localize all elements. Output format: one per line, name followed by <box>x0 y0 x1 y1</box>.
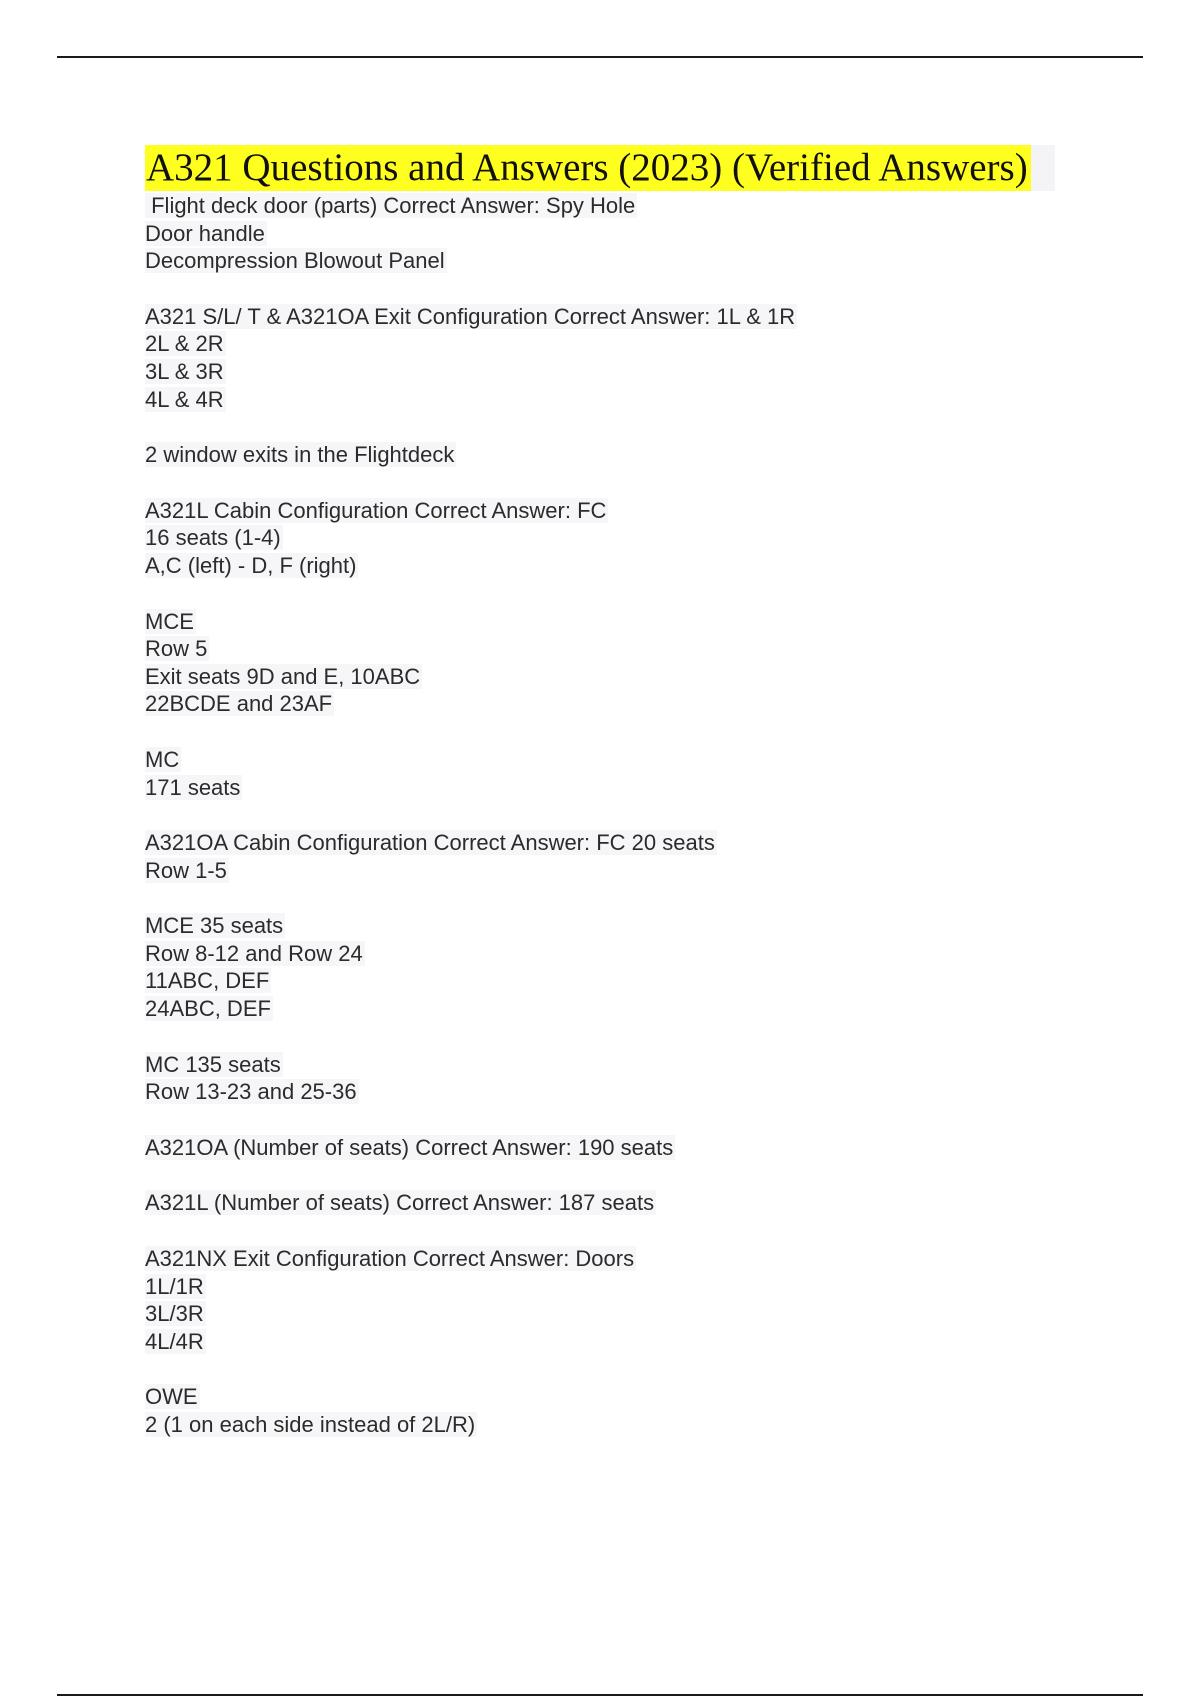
text-line: 11ABC, DEF <box>145 968 270 994</box>
text-line: 2L & 2R <box>145 331 224 357</box>
text-line: 4L/4R <box>145 1328 204 1354</box>
text-line: 16 seats (1-4) <box>145 525 281 551</box>
text-line: Decompression Blowout Panel <box>145 248 445 274</box>
text-line: A,C (left) - D, F (right) <box>145 552 357 578</box>
text-line: 171 seats <box>145 774 241 800</box>
qa-mc-135 <box>145 1051 1145 1106</box>
text-line: Row 8-12 and Row 24 <box>145 940 363 966</box>
text-line: A321L (Number of seats) Correct Answer: 187 seats <box>145 1190 655 1216</box>
text-line: A321L Cabin Configuration Correct Answer: FC <box>145 497 607 523</box>
text-line: MC <box>145 746 180 772</box>
text-line: Row 1-5 <box>145 857 227 883</box>
header-rule <box>57 56 1143 58</box>
text-line: MC 135 seats <box>145 1051 281 1077</box>
qa-owe <box>145 1383 1145 1438</box>
document-body <box>145 192 1145 1467</box>
document-title: A321 Questions and Answers (2023) (Verified Answers) <box>145 145 1031 191</box>
title-block <box>145 145 1055 191</box>
footer-rule <box>57 1694 1143 1696</box>
qa-exit-configuration <box>145 303 1145 413</box>
text-line: 3L/3R <box>145 1301 204 1327</box>
text-line: A321OA Cabin Configuration Correct Answer: FC 20 seats <box>145 830 715 856</box>
text-line: A321 S/L/ T & A321OA Exit Configuration Correct Answer: 1L & 1R <box>145 303 796 329</box>
qa-mc <box>145 746 1145 801</box>
text-line: Row 5 <box>145 636 208 662</box>
title-shade <box>1031 145 1055 191</box>
text-line: 2 window exits in the Flightdeck <box>145 442 455 468</box>
text-line: 3L & 3R <box>145 358 224 384</box>
text-line: 2 (1 on each side instead of 2L/R) <box>145 1412 476 1437</box>
qa-a321l-cabin <box>145 497 1145 580</box>
text-line: OWE <box>145 1384 198 1410</box>
text-line: MCE <box>145 608 194 634</box>
text-line: Exit seats 9D and E, 10ABC <box>145 663 421 689</box>
qa-window-exits <box>145 441 1145 469</box>
text-line: 22BCDE and 23AF <box>145 691 333 717</box>
qa-flight-deck-door <box>145 192 1145 275</box>
qa-a321l-seats <box>145 1189 1145 1217</box>
qa-a321nx-exit <box>145 1245 1145 1355</box>
qa-a321oa-cabin <box>145 829 1145 884</box>
text-line: Flight deck door (parts) Correct Answer: Spy Hole <box>145 193 636 218</box>
text-line: MCE 35 seats <box>145 913 284 939</box>
text-line: A321NX Exit Configuration Correct Answer: Doors <box>145 1246 635 1272</box>
qa-mce <box>145 608 1145 718</box>
text-line: A321OA (Number of seats) Correct Answer: 190 seats <box>145 1134 674 1160</box>
qa-a321oa-seats <box>145 1134 1145 1162</box>
text-line: 24ABC, DEF <box>145 996 271 1022</box>
text-line: Row 13-23 and 25-36 <box>145 1079 357 1105</box>
qa-mce-35 <box>145 912 1145 1022</box>
text-line: 1L/1R <box>145 1273 204 1299</box>
text-line: 4L & 4R <box>145 386 224 412</box>
text-line: Door handle <box>145 220 265 246</box>
